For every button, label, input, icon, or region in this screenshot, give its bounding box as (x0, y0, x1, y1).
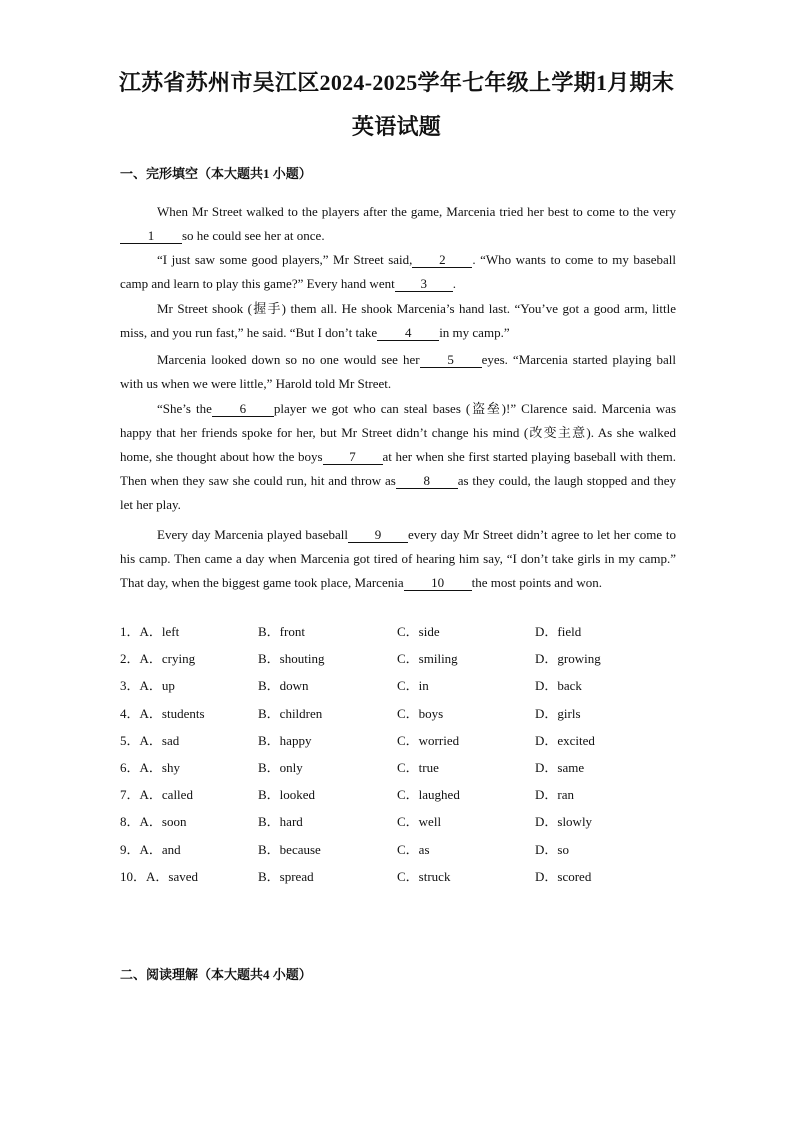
question-option-a[interactable] (120, 839, 181, 858)
question-option-a[interactable] (120, 757, 180, 776)
passage-text: the most points and won. (471, 575, 602, 590)
section-heading-reading: 二、阅读理解（本大题共4 小题） (120, 967, 312, 982)
question-row (120, 839, 680, 866)
question-option-d[interactable]: D．back (535, 678, 582, 694)
option-a-text: A．students (139, 705, 205, 721)
question-option-b[interactable]: B．happy (258, 732, 312, 748)
question-option-b[interactable]: B．only (258, 759, 303, 775)
question-option-b[interactable]: B．because (258, 841, 321, 857)
passage-text: in my camp.” (439, 325, 510, 340)
question-option-c[interactable]: C．boys (397, 705, 444, 721)
question-row (120, 703, 680, 730)
question-option-d[interactable]: D．ran (535, 787, 574, 803)
option-a-text: A．and (139, 841, 181, 857)
passage-text: Every day Marcenia played baseball (157, 527, 349, 542)
question-option-d[interactable]: D．same (535, 759, 585, 775)
question-option-a[interactable] (120, 621, 179, 640)
question-number: 1． (120, 624, 140, 639)
exam-title-line1: 江苏省苏州市吴江区2024-2025学年七年级上学期1月期末 (118, 70, 675, 95)
question-number: 2． (120, 651, 140, 667)
answer-options-list (120, 621, 680, 893)
passage-text: every day Mr Street didn’t agree to let her come to his camp. Then came a day when Marcenia got tired of hearing him say, “I don’t take girls in my camp.” That day, when the biggest game took place, Marcenia (120, 527, 676, 590)
passage-text: at her when she first started playing baseball with them. Then when they saw she could run, hit and throw as (120, 449, 676, 488)
passage-text: eyes. “Marcenia started playing ball with us when we were little,” Harold told Mr Street. (120, 352, 676, 391)
question-option-c[interactable]: C．true (397, 759, 439, 775)
section-heading-cloze: 一、完形填空（本大题共1 小题） (120, 166, 312, 181)
question-option-d[interactable]: D．field (535, 624, 582, 639)
question-option-c[interactable]: C．struck (397, 868, 451, 884)
question-row (120, 784, 680, 811)
question-row (120, 757, 680, 784)
question-option-a[interactable] (120, 866, 198, 885)
answer-blank-8: 8 (396, 473, 458, 489)
option-a-text: A．shy (139, 759, 180, 775)
option-a-text: A．saved (146, 868, 199, 884)
question-option-a[interactable] (120, 811, 186, 830)
passage-text: player we got who can steal bases (盗垒)!” Clarence said. Marcenia was happy that her friends spoke for her, but Mr Street didn’t change his mind (改变主意). As she walked home, she thought about how the boys (120, 401, 676, 464)
question-option-b[interactable]: B．front (258, 624, 305, 639)
question-number: 9． (120, 841, 140, 857)
option-a-text: A．sad (139, 732, 180, 748)
question-option-b[interactable]: B．children (258, 705, 323, 721)
question-option-c[interactable]: C．in (397, 678, 429, 694)
passage-text: Mr Street shook (握手) them all. He shook Marcenia’s hand last. “You’ve got a good arm, little miss, and you run fast,” he said. “But I don’t take (120, 301, 676, 340)
question-row (120, 648, 680, 675)
answer-blank-3: 3 (395, 276, 453, 292)
passage-paragraph-6 (120, 523, 676, 595)
option-a-text: A．soon (139, 814, 187, 830)
question-option-a[interactable] (120, 730, 179, 749)
question-number: 10． (120, 868, 147, 884)
passage-paragraph-1 (120, 200, 676, 248)
question-option-c[interactable]: C．worried (397, 732, 460, 748)
question-option-a[interactable] (120, 784, 193, 803)
question-option-c[interactable]: C．laughed (397, 787, 460, 803)
question-option-d[interactable]: D．growing (535, 651, 601, 667)
passage-text: as they could, the laugh stopped and they let her play. (120, 473, 676, 512)
answer-blank-4: 4 (377, 325, 439, 341)
passage-paragraph-4 (120, 348, 676, 396)
passage-text: . “Who wants to come to my baseball camp and learn to play this game?” Every hand went (120, 252, 676, 291)
passage-text: . (452, 276, 456, 291)
question-option-c[interactable]: C．well (397, 814, 442, 830)
question-option-d[interactable]: D．scored (535, 868, 592, 884)
answer-blank-5: 5 (420, 352, 482, 368)
question-option-b[interactable]: B．looked (258, 787, 316, 803)
option-a-text: A．crying (139, 651, 196, 667)
question-option-c[interactable]: C．side (397, 624, 440, 639)
answer-blank-9: 9 (348, 527, 408, 543)
option-a-text: A．left (139, 624, 180, 639)
question-option-d[interactable]: D．girls (535, 705, 581, 721)
question-row (120, 675, 680, 702)
option-a-text: A．up (139, 678, 175, 694)
question-option-d[interactable]: D．excited (535, 732, 595, 748)
question-number: 5． (120, 732, 140, 748)
passage-text: “She’s the (157, 401, 212, 416)
passage-paragraph-2 (120, 248, 676, 296)
passage-paragraph-5 (120, 397, 676, 517)
question-number: 7． (120, 787, 140, 803)
passage-text: so he could see her at once. (182, 228, 325, 243)
question-row (120, 866, 680, 893)
answer-blank-10: 10 (404, 575, 472, 591)
question-option-a[interactable] (120, 648, 195, 667)
question-number: 8． (120, 814, 140, 830)
question-option-c[interactable]: C．smiling (397, 651, 458, 667)
question-option-a[interactable] (120, 703, 205, 722)
question-option-b[interactable]: B．hard (258, 814, 303, 830)
passage-paragraph-3 (120, 297, 676, 345)
question-option-c[interactable]: C．as (397, 841, 430, 857)
passage-text: Marcenia looked down so no one would see her (157, 352, 420, 367)
question-number: 6． (120, 759, 140, 775)
passage-text: “I just saw some good players,” Mr Street said, (157, 252, 413, 267)
question-option-a[interactable] (120, 675, 175, 694)
question-option-b[interactable]: B．shouting (258, 651, 325, 667)
answer-blank-6: 6 (212, 401, 274, 417)
question-row (120, 621, 680, 648)
question-row (120, 811, 680, 838)
question-number: 4． (120, 705, 140, 721)
option-a-text: A．called (139, 787, 193, 803)
answer-blank-1: 1 (120, 228, 182, 244)
question-number: 3． (120, 678, 140, 694)
question-row (120, 730, 680, 757)
question-option-b[interactable]: B．spread (258, 868, 314, 884)
question-option-d[interactable]: D．so (535, 841, 569, 857)
passage-text: When Mr Street walked to the players after the game, Marcenia tried her best to come to the very (157, 204, 676, 219)
question-option-b[interactable]: B．down (258, 678, 309, 694)
question-option-d[interactable]: D．slowly (535, 814, 593, 830)
answer-blank-2: 2 (412, 252, 472, 268)
answer-blank-7: 7 (323, 449, 383, 465)
exam-title-line2: 英语试题 (351, 114, 442, 139)
